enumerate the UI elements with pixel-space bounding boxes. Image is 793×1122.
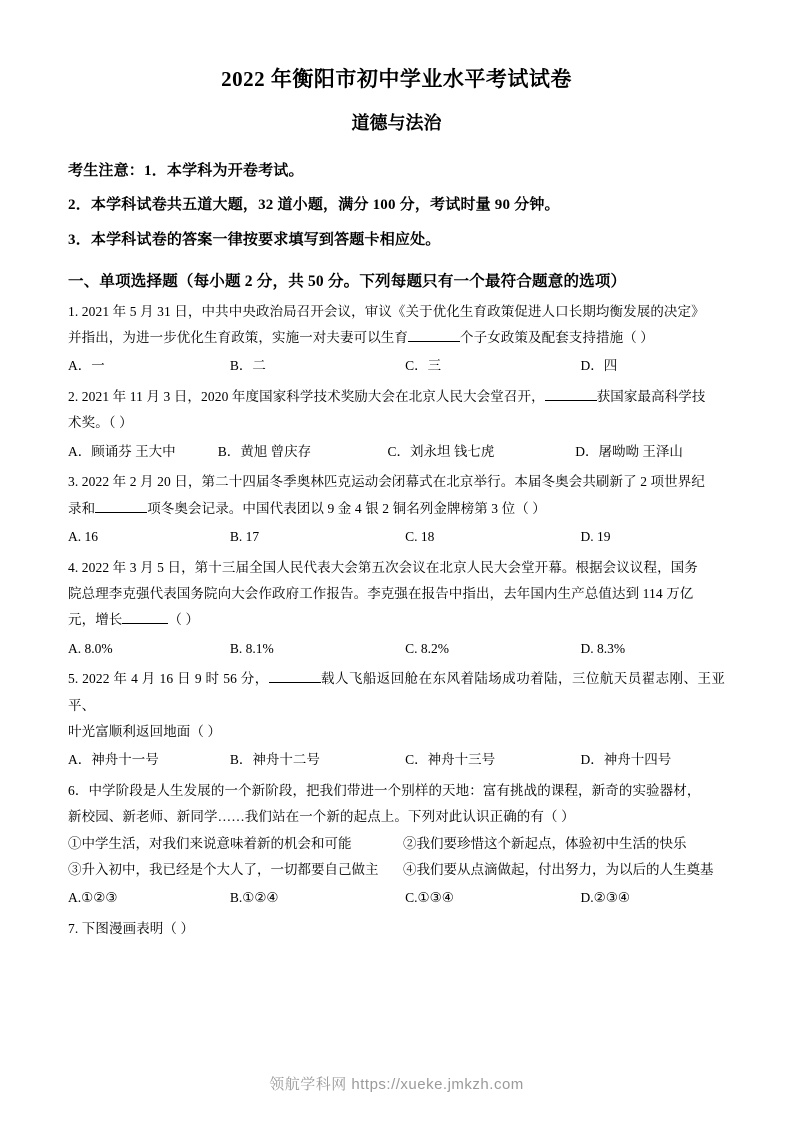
- answer-blank: [95, 512, 147, 513]
- question-6: [68, 778, 725, 913]
- question-4: [68, 555, 725, 664]
- statement-row-1: [68, 831, 725, 857]
- statement-row-2: [68, 857, 725, 883]
- question-2-options: [68, 437, 725, 467]
- question-4-stem-line-3: [68, 607, 725, 633]
- option-d[interactable]: D．神舟十四号: [580, 752, 672, 768]
- option-b[interactable]: B．黄旭 曾庆存: [217, 443, 312, 459]
- option-d[interactable]: D.②③④: [580, 890, 630, 906]
- question-5-stem-line-1: [68, 666, 725, 719]
- question-3: [68, 469, 725, 551]
- question-5-stem-line-2: 叶光富顺利返回地面（ ）: [68, 723, 222, 739]
- question-6-options: [68, 883, 725, 913]
- option-a[interactable]: A．神舟十一号: [68, 752, 159, 768]
- question-2-stem-line-2: 术奖。（ ）: [68, 415, 133, 431]
- answer-blank: [408, 341, 460, 342]
- question-3-stem-part2: 录和: [68, 500, 96, 516]
- statement-3: ③升入初中，我已经是个大人了，一切都要自己做主: [68, 861, 379, 877]
- option-a[interactable]: A．一: [68, 358, 105, 374]
- question-6-stem-line-2: 新校园、新老师、新同学……我们站在一个新的起点上。下列对此认识正确的有（ ）: [68, 809, 575, 825]
- question-6-statements: [68, 831, 725, 884]
- statement-2: ②我们要珍惜这个新起点，体验初中生活的快乐: [403, 835, 687, 851]
- page-title: 2022 年衡阳市初中学业水平考试试卷: [221, 67, 572, 91]
- statement-1: ①中学生活，对我们来说意味着新的机会和可能: [68, 835, 352, 851]
- option-a[interactable]: A.①②③: [68, 890, 118, 906]
- option-c[interactable]: C．神舟十三号: [405, 752, 496, 768]
- question-7-stem-line-1: 7. 下图漫画表明（ ）: [68, 920, 195, 936]
- question-4-stem-line-1: 4. 2022 年 3 月 5 日，第十三届全国人民代表大会第五次会议在北京人民大会堂开幕。根据会议议程，国务: [68, 559, 698, 575]
- watermark: 领航学科网 https://xueke.jmkzh.com: [269, 1076, 524, 1093]
- option-b[interactable]: B. 8.1%: [229, 640, 274, 656]
- answer-blank: [122, 623, 168, 624]
- question-4-stem-part3: 元，增长: [68, 612, 123, 628]
- option-c[interactable]: C．刘永坦 钱七虎: [387, 443, 495, 459]
- question-1-stem-line-2: [68, 325, 725, 351]
- option-d[interactable]: D. 8.3%: [580, 640, 626, 656]
- question-5: [68, 666, 725, 775]
- option-d[interactable]: D．四: [580, 358, 618, 374]
- question-5-options: [68, 745, 725, 775]
- question-1-stem-part3: 个子女政策及配套支持措施（ ）: [460, 330, 654, 346]
- option-a[interactable]: A. 16: [68, 529, 98, 544]
- option-c[interactable]: C．三: [405, 358, 442, 374]
- question-1: [68, 299, 725, 381]
- question-1-stem-line-1: 1. 2021 年 5 月 31 日，中共中央政治局召开会议，审议《关于优化生育政策促进人口长期均衡发展的决定》: [68, 303, 705, 319]
- option-b[interactable]: B. 17: [229, 529, 260, 544]
- page-subtitle: 道德与法治: [351, 112, 442, 133]
- notice-line-3: 3．本学科试卷的答案一律按要求填写到答题卡相应处。: [68, 232, 441, 248]
- question-2: [68, 384, 725, 466]
- notice-line-2: 2．本学科试卷共五道大题，32 道小题，满分 100 分，考试时量 90 分钟。: [68, 197, 560, 214]
- question-3-stem-part3: 项冬奥会记录。中国代表团以 9 金 4 银 2 铜名列金牌榜第 3 位（ ）: [147, 500, 546, 516]
- option-b[interactable]: B.①②④: [229, 890, 279, 906]
- answer-blank: [545, 400, 597, 401]
- question-3-options: [68, 522, 725, 552]
- option-b[interactable]: B．神舟十二号: [229, 752, 320, 768]
- question-7: [68, 916, 725, 942]
- question-3-stem-line-1: 3. 2022 年 2 月 20 日，第二十四届冬季奥林匹克运动会闭幕式在北京举行。本届冬奥会共刷新了 2 项世界纪: [68, 474, 705, 490]
- option-c[interactable]: C.①③④: [405, 890, 454, 906]
- question-6-stem-line-1: 6．中学阶段是人生发展的一个新阶段，把我们带进一个别样的天地：富有挑战的课程，新奇的实验器材，: [68, 782, 701, 798]
- question-5-stem-part2: 载人飞船返回舱在东风着陆场成功着陆，三位航天员翟志刚、王亚平、: [68, 671, 725, 713]
- option-d[interactable]: D. 19: [580, 529, 611, 544]
- option-a[interactable]: A. 8.0%: [68, 640, 113, 656]
- option-d[interactable]: D．屠呦呦 王泽山: [575, 443, 683, 459]
- notice-line-1: 考生注意：1．本学科为开卷考试。: [68, 162, 304, 179]
- question-4-stem-line-2: 院总理李克强代表国务院向大会作政府工作报告。李克强在报告中指出，去年国内生产总值达到 114 万亿: [68, 586, 694, 601]
- option-c[interactable]: C. 18: [405, 529, 435, 544]
- question-1-stem-part2: 并指出，为进一步优化生育政策，实施一对夫妻可以生育: [68, 330, 408, 346]
- exam-notice: [68, 159, 725, 253]
- question-4-stem-part4: （ ）: [168, 612, 200, 628]
- question-2-stem-line-1: [68, 384, 725, 410]
- option-c[interactable]: C. 8.2%: [405, 640, 450, 656]
- question-2-stem-part1: 2. 2021 年 11 月 3 日，2020 年度国家科学技术奖励大会在北京人民大会堂召开，: [68, 389, 545, 405]
- question-4-options: [68, 634, 725, 664]
- question-5-stem-part1: 5. 2022 年 4 月 16 日 9 时 56 分，: [68, 671, 269, 687]
- question-2-stem-part2: 获国家最高科学技: [596, 389, 706, 405]
- option-b[interactable]: B．二: [229, 358, 266, 374]
- section-heading: 一、单项选择题（每小题 2 分，共 50 分。下列每题只有一个最符合题意的选项）: [68, 272, 627, 290]
- question-1-options: [68, 351, 725, 381]
- question-3-stem-line-2: [68, 496, 725, 522]
- statement-4: ④我们要从点滴做起，付出努力，为以后的人生奠基: [403, 861, 714, 877]
- option-a[interactable]: A．顾诵芬 王大中: [68, 443, 176, 459]
- answer-blank: [269, 682, 321, 683]
